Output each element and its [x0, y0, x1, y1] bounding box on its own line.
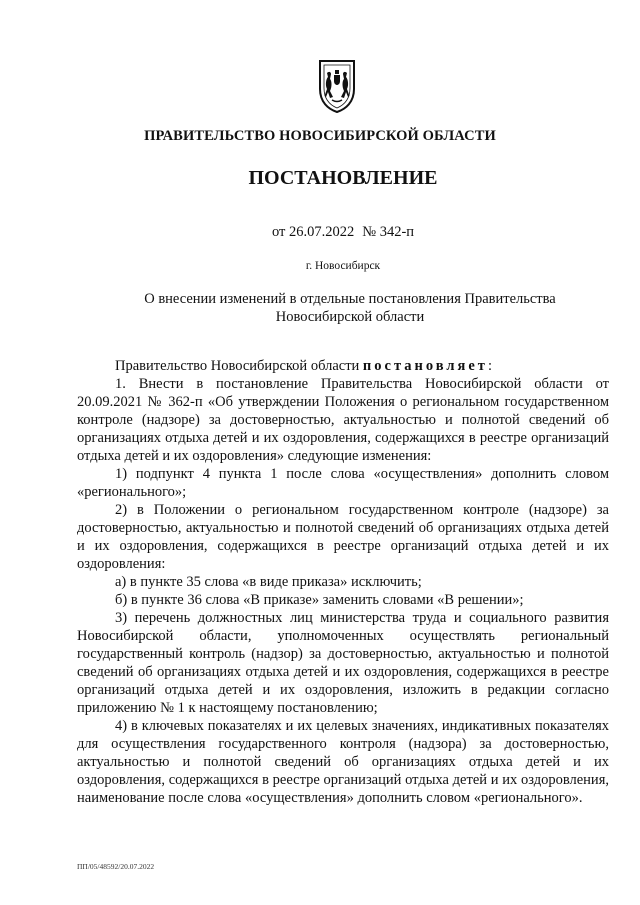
document-subject: О внесении изменений в отдельные постановления Правительства Новосибирской области: [144, 291, 556, 325]
document-date: от 26.07.2022: [271, 224, 355, 240]
paragraph-1-4: 4) в ключевых показателях и их целевых значениях, индикативных показателях для осуществления государственного контроля (надзора) за достоверностью, актуальностью и полнотой сведений об организациях отдыха детей и их оздоровления, содержащихся в реестре организаций отдыха детей и их оздоровления, наименование после слова «осуществления» дополнить словом «регионального».: [77, 718, 609, 806]
paragraph-1: 1. Внести в постановление Правительства Новосибирской области от 20.09.2021 № 362-п «Об утверждении Положения о региональном государственном контроле (надзоре) за достоверностью, актуальностью и полнотой сведений об организациях отдыха детей и их оздоровления, содержащихся в реестре организаций отдыха детей и их оздоровления» следующие изменения:: [77, 376, 609, 464]
intro-paragraph: [77, 357, 609, 375]
intro-prefix: Правительство Новосибирской области: [115, 358, 360, 374]
paragraph-1-2: 2) в Положении о региональном государственном контроле (надзоре) за достоверностью, актуальностью и полнотой сведений об организациях отдыха детей и их оздоровления, содержащихся в реестре организаций отдыха детей и их оздоровления:: [77, 502, 609, 572]
city: г. Новосибирск: [305, 260, 381, 272]
footer-code: ПП/05/48592/20.07.2022: [77, 862, 155, 871]
document-number: № 342-п: [362, 224, 415, 240]
novosibirsk-coat-of-arms-icon: [316, 59, 358, 113]
paragraph-1-3: 3) перечень должностных лиц министерства труда и социального развития Новосибирской области, уполномоченных осуществлять региональный государственный контроль (надзор) за достоверностью, актуальностью и полнотой сведений об организациях отдыха детей и их оздоровления, содержащихся в реестре организаций отдыха детей и их оздоровления, изложить в редакции согласно приложению № 1 к настоящему постановлению;: [77, 610, 609, 716]
intro-suffix: :: [487, 358, 492, 374]
intro-verb: постановляет: [362, 358, 488, 374]
paragraph-1-1: 1) подпункт 4 пункта 1 после слова «осуществления» дополнить словом «регионального»;: [77, 466, 609, 500]
paragraph-1-2-b: б) в пункте 36 слова «В приказе» заменить словами «В решении»;: [115, 592, 524, 608]
document-body: [77, 357, 609, 807]
paragraph-1-2-a: а) в пункте 35 слова «в виде приказа» исключить;: [115, 574, 422, 590]
government-name: ПРАВИТЕЛЬСТВО НОВОСИБИРСКОЙ ОБЛАСТИ: [144, 128, 496, 144]
date-number-line: [0, 224, 640, 241]
document-type: ПОСТАНОВЛЕНИЕ: [248, 167, 438, 189]
